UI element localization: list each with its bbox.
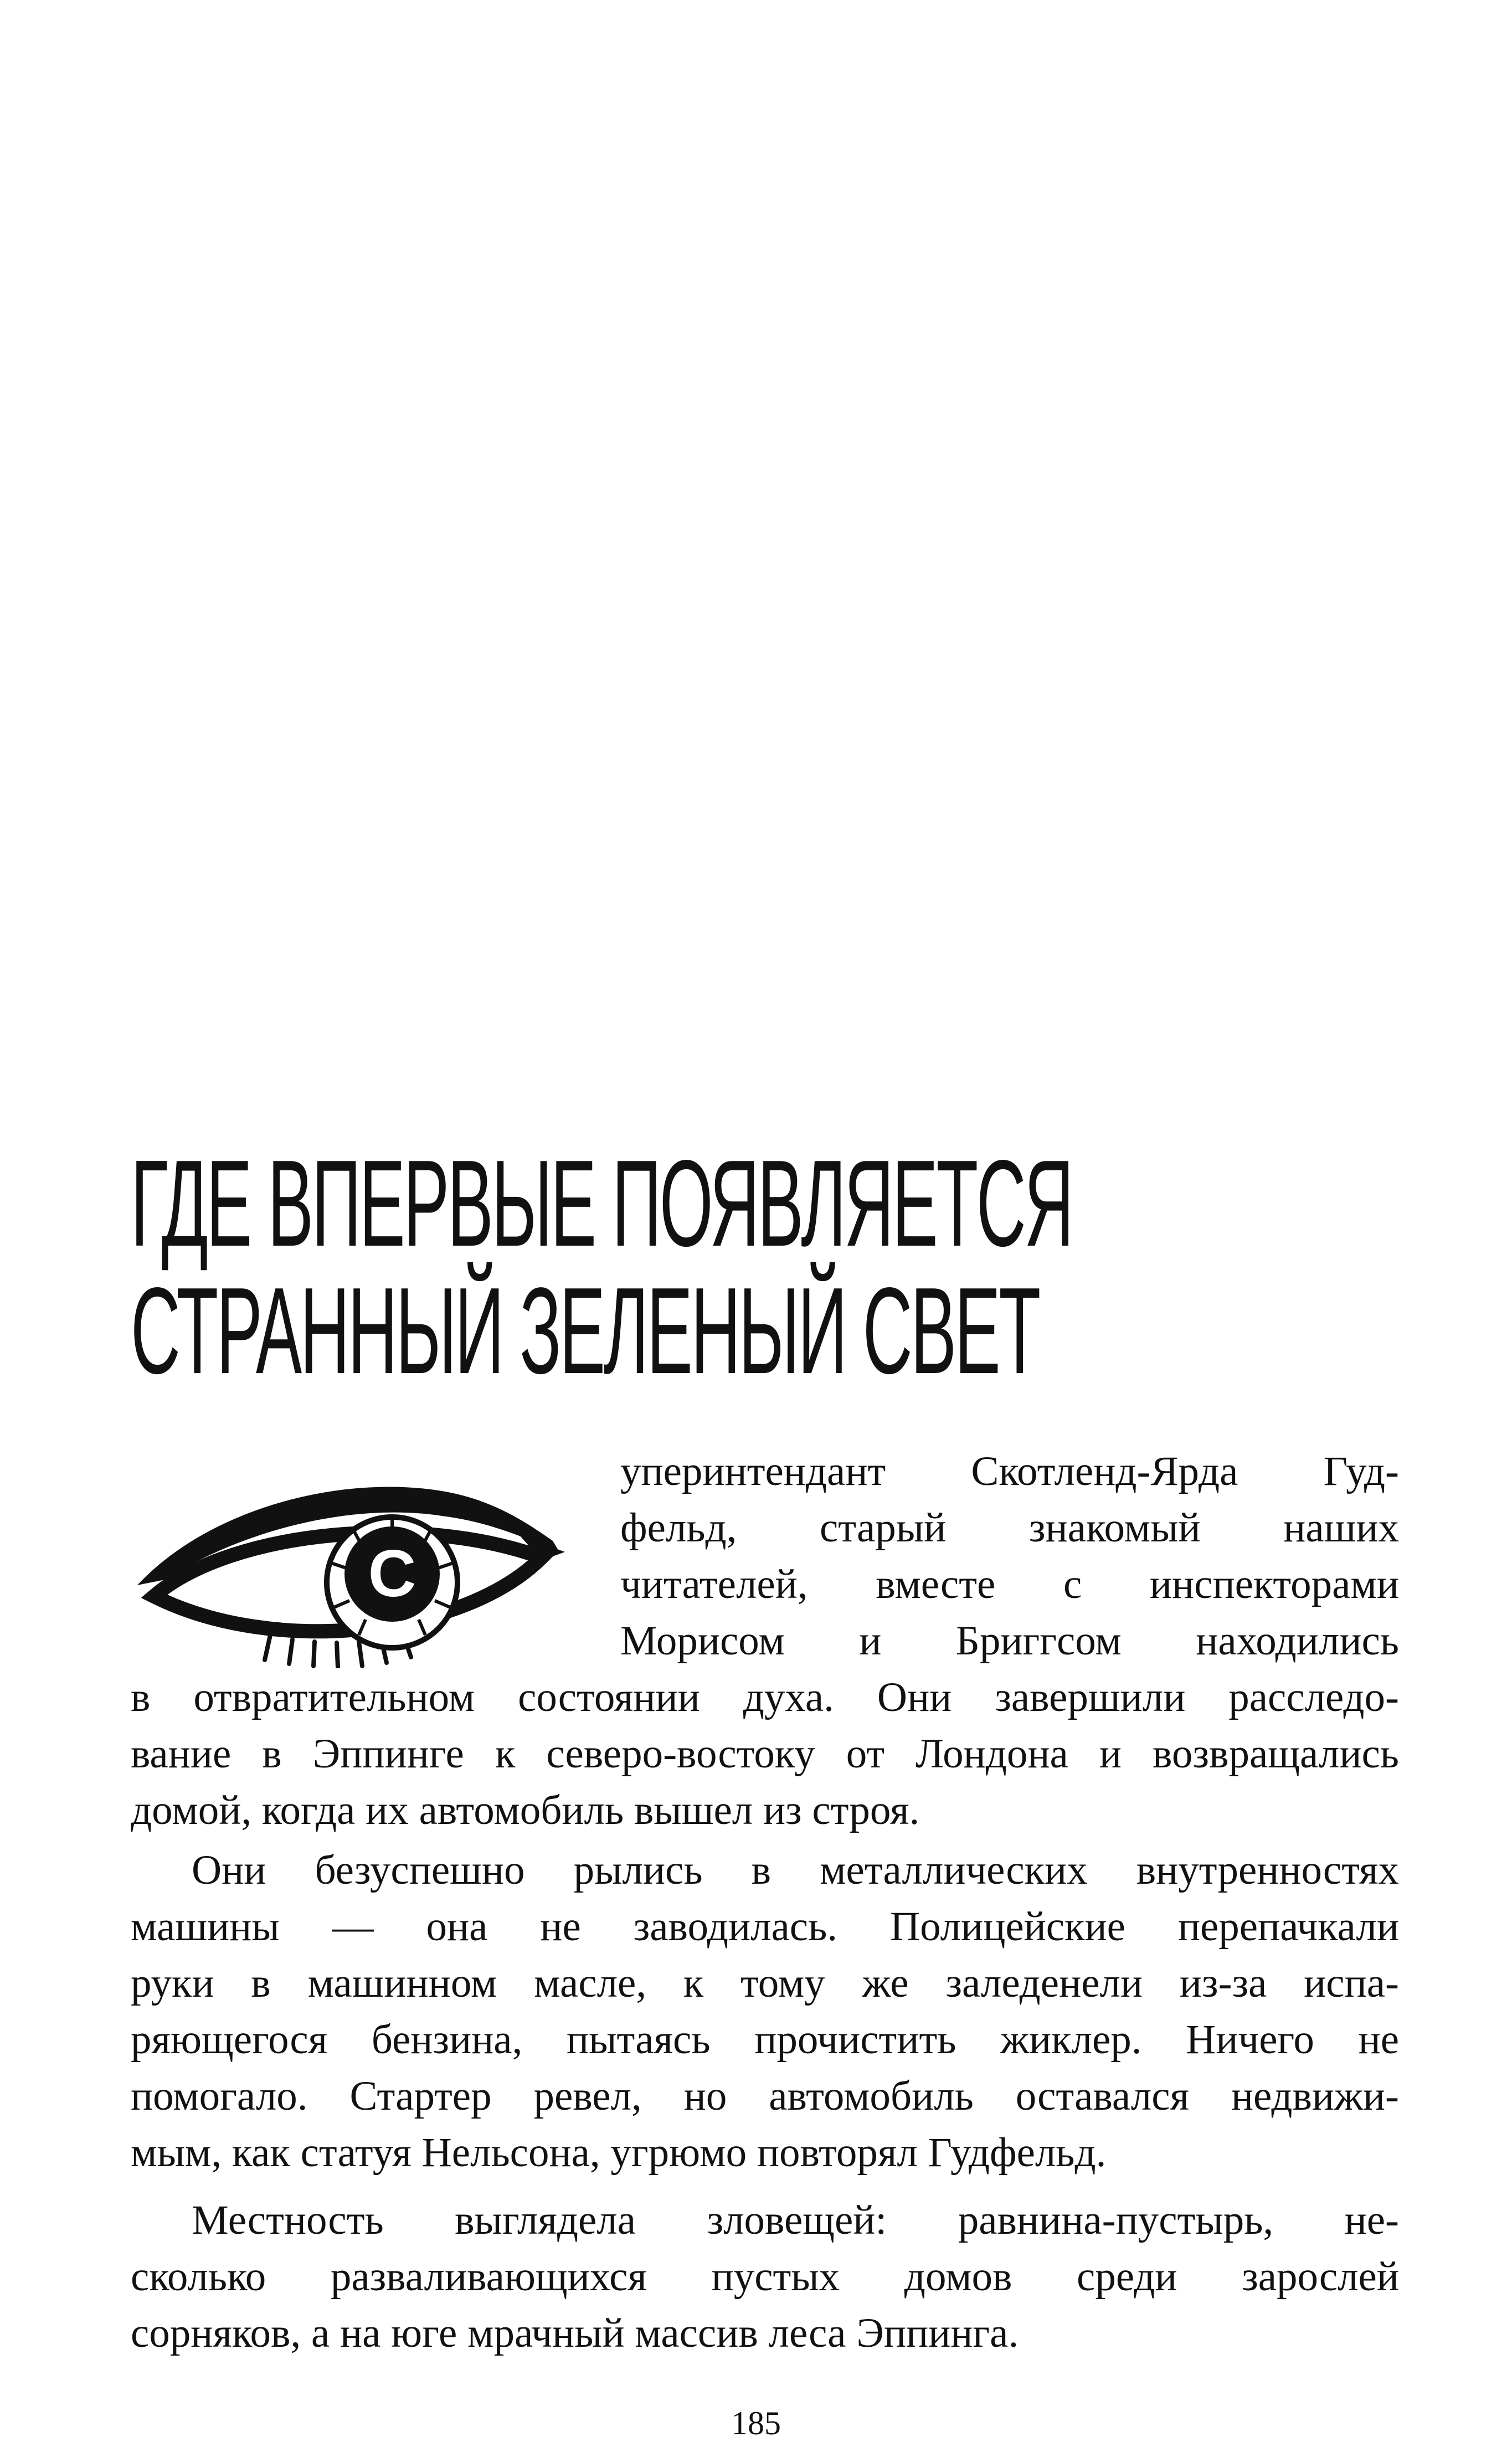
- text-line: Они безуспешно рылись в металлических внутренностях: [192, 1847, 1399, 1893]
- text-line: уперинтендант Скотленд-Ярда Гуд-: [620, 1448, 1399, 1494]
- chapter-title-line-1: ГДЕ ВПЕРВЫЕ ПОЯВЛЯЕТСЯ: [131, 1135, 1072, 1272]
- paragraph-1: [131, 1669, 1399, 1839]
- text-line: фельд, старый знакомый наших: [620, 1505, 1399, 1551]
- text-line: в отвратительном состоянии духа. Они завершили расследо-: [131, 1674, 1399, 1720]
- text-line: ряющегося бензина, пытаясь прочистить жиклер. Ничего не: [131, 2017, 1399, 2063]
- text-line: домой, когда их автомобиль вышел из строя.: [131, 1787, 920, 1833]
- text-line: помогало. Стартер ревел, но автомобиль оставался недвижи-: [131, 2073, 1399, 2119]
- eye-icon: [132, 1469, 565, 1668]
- paragraph-2: [131, 1842, 1399, 2181]
- page-number: 185: [731, 2405, 781, 2441]
- text-line: вание в Эппинге к северо-востоку от Лондона и возвращались: [131, 1731, 1399, 1777]
- chapter-title-line-2: СТРАННЫЙ ЗЕЛЕНЫЙ СВЕТ: [131, 1262, 1039, 1400]
- text-line: машины — она не заводилась. Полицейские перепачкали: [131, 1904, 1399, 1950]
- text-line: Местность выглядела зловещей: равнина-пустырь, не-: [192, 2197, 1399, 2243]
- text-line: читателей, вместе с инспекторами: [620, 1561, 1399, 1607]
- drop-cap-letter: С: [368, 1536, 416, 1611]
- text-line: сколько разваливающихся пустых домов среди зарослей: [131, 2254, 1399, 2300]
- chapter-title: [131, 1135, 1072, 1400]
- text-line: Морисом и Бриггсом находились: [620, 1618, 1399, 1664]
- text-line: руки в машинном масле, к тому же заледенели из-за испа-: [131, 1960, 1399, 2006]
- paragraph-3: [131, 2192, 1399, 2362]
- wrapped-text: [620, 1443, 1399, 1669]
- text-line: мым, как статуя Нельсона, угрюмо повторял Гудфельд.: [131, 2130, 1107, 2176]
- text-line: сорняков, а на юге мрачный массив леса Эппинга.: [131, 2310, 1019, 2356]
